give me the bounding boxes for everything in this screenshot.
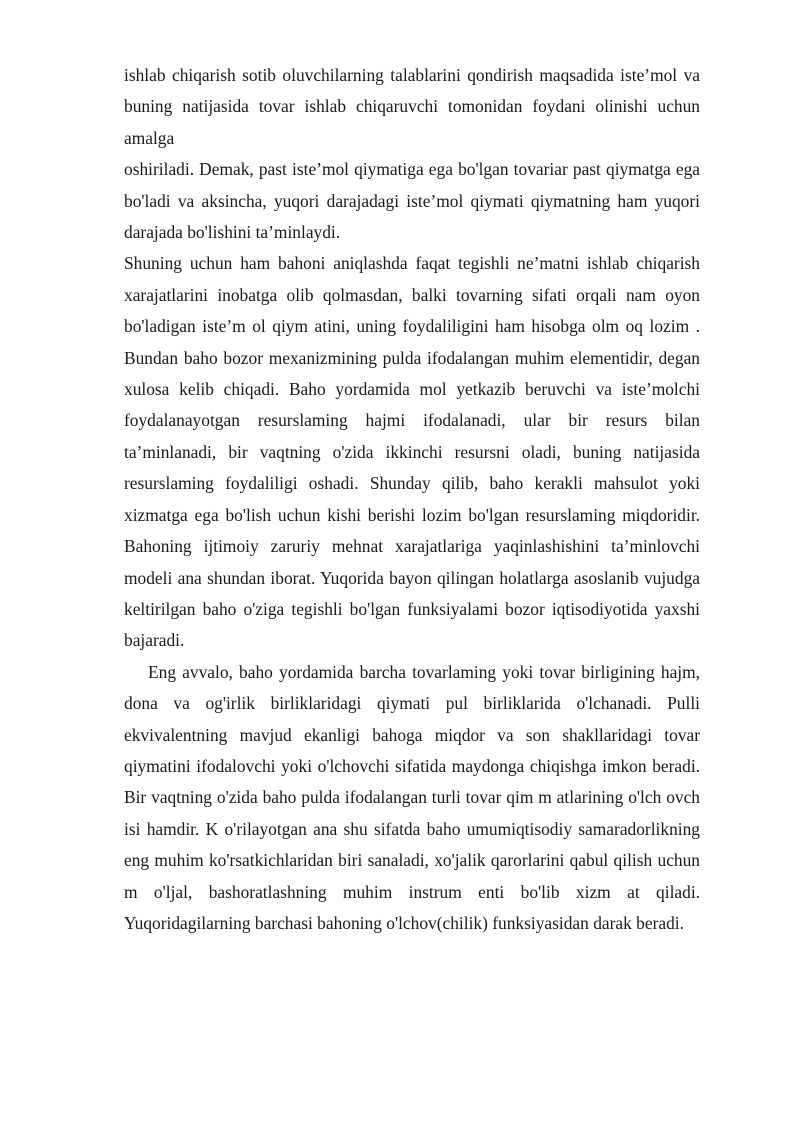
paragraph-consequence: oshiriladi. Demak, past iste’mol qiymatiga ega bo'lgan tovariar past qiymatga ega bo'ladi va aksincha, yuqori darajadagi iste’mol qiymati qiymatning ham yuqori darajada bo'lishini ta’minlaydi. (124, 159, 700, 243)
paragraph-price-definition: Shuning uchun ham bahoni aniqlashda faqat tegishli ne’matni ishlab chiqarish xarajatlarini inobatga olib qolmasdan, balki tovarning sifati orqali nam oyon bo'ladigan iste’m ol qiym atini, uning foydaliligini ham hisobga olm oq lozim . Bundan baho bozor mexanizmining pulda ifodalangan muhim elementidir, degan xulosa kelib chiqadi. Baho yordamida mol yetkazib beruvchi va iste’molchi foydalanayotgan resurslaming hajmi ifodalanadi, ular bir resurs bilan ta’minlanadi, bir vaqtning o'zida ikkinchi resursni oladi, buning natijasida resurslaming foydaliligi oshadi. Shunday qilib, baho kerakli mahsulot yoki xizmatga ega bo'lish uchun kishi berishi lozim bo'lgan resurslaming miqdoridir. Bahoning ijtimoiy zaruriy mehnat xarajatlariga yaqinlashishini ta’minlovchi modeli ana shundan iborat. Yuqorida bayon qilingan holatlarga asoslanib vujudga keltirilgan baho o'ziga tegishli bo'lgan funksiyalami bozor iqtisodiyotida yaxshi bajaradi. (124, 253, 700, 651)
document-page (124, 60, 700, 939)
paragraph-measurement-function: Eng avvalo, baho yordamida barcha tovarlaming yoki tovar birligining hajm, dona va og'irlik birliklaridagi qiymati pul birliklarida o'lchanadi. Pulli ekvivalentning mavjud ekanligi bahoga miqdor va son shakllaridagi tovar qiymatini ifodalovchi yoki o'lchovchi sifatida maydonga chiqishga imkon beradi. Bir vaqtning o'zida baho pulda ifodalangan turli tovar qim m atlarining o'lch ovch isi hamdir. K o'rilayotgan ana shu sifatda baho umumiqtisodiy samaradorlikning eng muhim ko'rsatkichlaridan biri sanaladi, xo'jalik qarorlarini qabul qilish uchun m o'ljal, bashoratlashning muhim instrum enti bo'lib xizm at qiladi. Yuqoridagilarning barchasi bahoning o'lchov(chilik) funksiyasidan darak beradi. (124, 661, 700, 933)
paragraph-opening: ishlab chiqarish sotib oluvchilarning talablarini qondirish maqsadida iste’mol va buning natijasida tovar ishlab chiqaruvchi tomonidan foydani olinishi uchun amalga (124, 65, 700, 148)
